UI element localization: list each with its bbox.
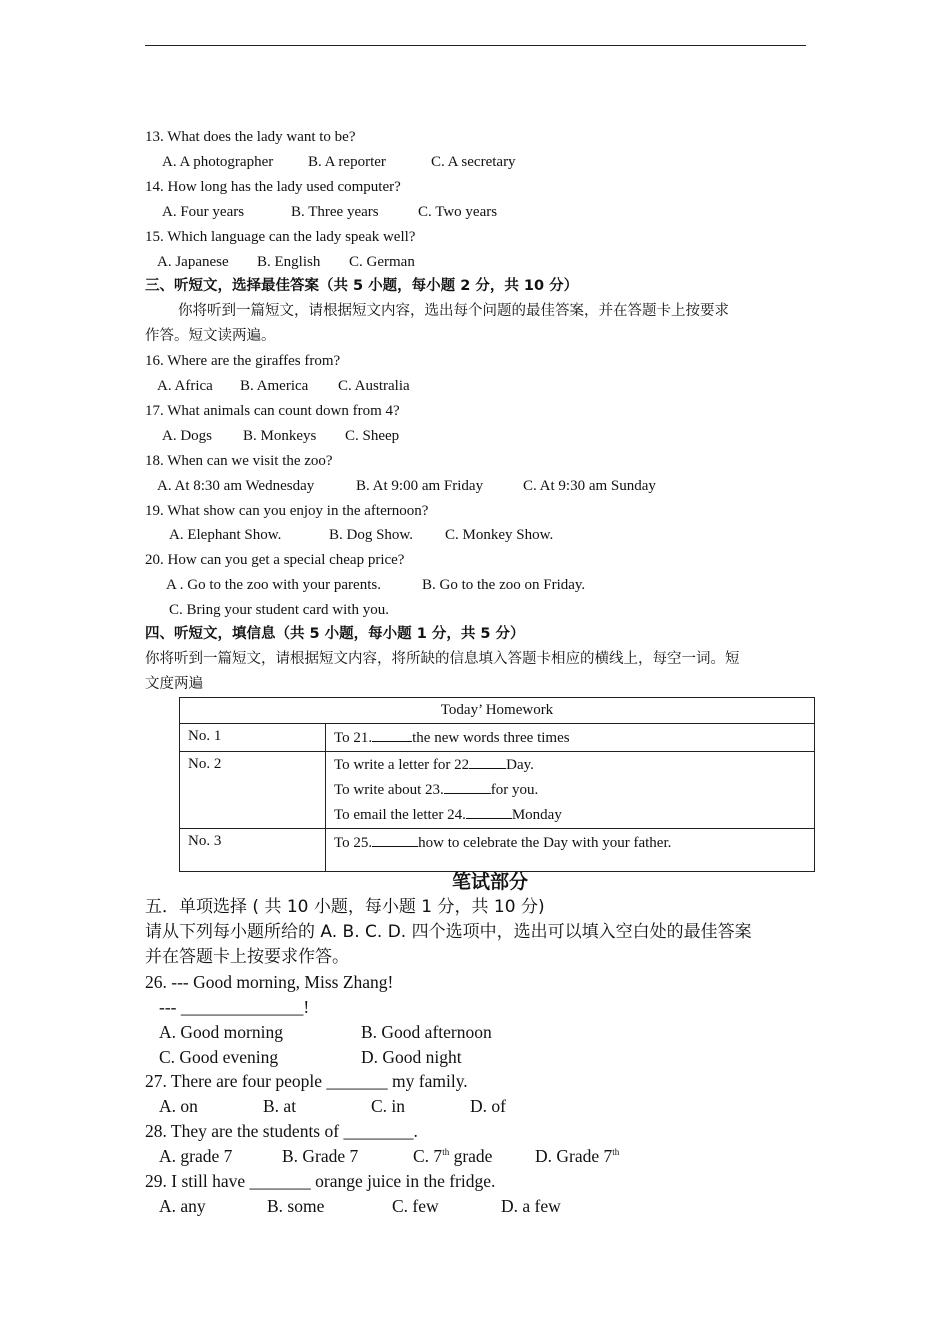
q18-option-b: B. At 9:00 am Friday	[356, 478, 484, 494]
q29-option-d: D. a few	[501, 1196, 561, 1216]
section5-instruction-line1: 请从下列每小题所给的 A. B. C. D. 四个选项中，选出可以填入空白处的最佳答案	[145, 922, 752, 942]
q29-option-a: A. any	[159, 1196, 206, 1216]
q16-option-c: C. Australia	[338, 378, 410, 394]
q28-option-a: A. grade 7	[159, 1146, 233, 1166]
question-28: 28. They are the students of ________.	[145, 1121, 418, 1141]
q26-option-d: D. Good night	[361, 1047, 462, 1067]
blank-21	[372, 727, 412, 742]
blank-22	[469, 754, 506, 769]
q13-option-b: B. A reporter	[308, 154, 386, 170]
q19-option-b: B. Dog Show.	[329, 527, 414, 543]
question-27: 27. There are four people _______ my family.	[145, 1071, 468, 1091]
homework-table-title: Today’ Homework	[180, 698, 815, 724]
q15-option-a: A. Japanese	[157, 254, 229, 270]
question-17: 17. What animals can count down from 4?	[145, 403, 400, 419]
question-20: 20. How can you get a special cheap price?	[145, 552, 405, 568]
q15-option-b: B. English	[257, 254, 321, 270]
q28-option-b: B. Grade 7	[282, 1146, 359, 1166]
q18-option-c: C. At 9:30 am Sunday	[523, 478, 656, 494]
question-14: 14. How long has the lady used computer?	[145, 179, 401, 195]
q17-option-a: A. Dogs	[162, 428, 213, 444]
q26-response-blank: --- ______________!	[159, 997, 310, 1017]
q27-option-d: D. of	[470, 1096, 506, 1116]
q29-option-b: B. some	[267, 1196, 325, 1216]
section4-title: 四、听短文，填信息（共 5 小题，每小题 1 分，共 5 分）	[145, 626, 525, 642]
table-row-task-2: To write a letter for 22 Day. To write about 23. for you. To email the letter 24. Monday	[326, 752, 815, 829]
table-row-task-3: To 25. how to celebrate the Day with your father.	[326, 829, 815, 872]
q13-option-c: C. A secretary	[431, 154, 516, 170]
q20-option-b: B. Go to the zoo on Friday.	[422, 577, 586, 593]
q17-option-c: C. Sheep	[345, 428, 400, 444]
q28-option-d: D. Grade 7th	[535, 1146, 620, 1166]
section3-instruction-line2: 作答。短文读两遍。	[145, 328, 276, 344]
blank-25	[372, 832, 418, 847]
q16-option-a: A. Africa	[157, 378, 213, 394]
q26-option-c: C. Good evening	[159, 1047, 279, 1067]
q27-option-c: C. in	[371, 1096, 406, 1116]
header-rule	[145, 45, 806, 46]
question-29: 29. I still have _______ orange juice in the fridge.	[145, 1171, 496, 1191]
table-row-task-1: To 21. the new words three times	[326, 724, 815, 752]
q19-option-a: A. Elephant Show.	[169, 527, 282, 543]
q18-option-a: A. At 8:30 am Wednesday	[157, 478, 315, 494]
blank-23	[444, 779, 491, 794]
section4-instruction-line2: 文度两遍	[145, 676, 203, 692]
table-row-label-2: No. 2	[180, 752, 326, 829]
question-19: 19. What show can you enjoy in the afternoon?	[145, 503, 429, 519]
q27-option-b: B. at	[263, 1096, 297, 1116]
table-row-label-3: No. 3	[180, 829, 326, 872]
q15-option-c: C. German	[349, 254, 415, 270]
q28-option-c: C. 7th grade	[413, 1146, 493, 1166]
q20-option-a: A . Go to the zoo with your parents.	[166, 577, 381, 593]
section5-instruction-line2: 并在答题卡上按要求作答。	[145, 947, 349, 967]
question-15: 15. Which language can the lady speak well?	[145, 229, 416, 245]
question-16: 16. Where are the giraffes from?	[145, 353, 341, 369]
question-13: 13. What does the lady want to be?	[145, 129, 356, 145]
question-18: 18. When can we visit the zoo?	[145, 453, 333, 469]
q26-option-b: B. Good afternoon	[361, 1022, 492, 1042]
question-26: 26. --- Good morning, Miss Zhang!	[145, 972, 394, 992]
q14-option-c: C. Two years	[418, 204, 498, 220]
section3-title: 三、听短文，选择最佳答案（共 5 小题，每小题 2 分，共 10 分）	[145, 278, 579, 294]
section4-instruction-line1: 你将听到一篇短文，请根据短文内容，将所缺的信息填入答题卡相应的横线上，每空一词。短	[145, 651, 740, 667]
q17-option-b: B. Monkeys	[243, 428, 317, 444]
q26-option-a: A. Good morning	[159, 1022, 283, 1042]
q14-option-b: B. Three years	[291, 204, 379, 220]
homework-table	[179, 697, 815, 872]
blank-24	[466, 804, 512, 819]
q27-option-a: A. on	[159, 1096, 198, 1116]
q29-option-c: C. few	[392, 1196, 439, 1216]
section3-instruction-line1: 你将听到一篇短文，请根据短文内容，选出每个问题的最佳答案，并在答题卡上按要求	[178, 303, 729, 319]
q16-option-b: B. America	[240, 378, 309, 394]
table-row-label-1: No. 1	[180, 724, 326, 752]
q20-option-c: C. Bring your student card with you.	[169, 602, 389, 618]
section5-title: 五．单项选择 ( 共 10 小题，每小题 1 分，共 10 分)	[145, 897, 545, 917]
q14-option-a: A. Four years	[162, 204, 245, 220]
q19-option-c: C. Monkey Show.	[445, 527, 554, 543]
q13-option-a: A. A photographer	[162, 154, 274, 170]
written-part-heading: 笔试部分	[451, 871, 528, 893]
